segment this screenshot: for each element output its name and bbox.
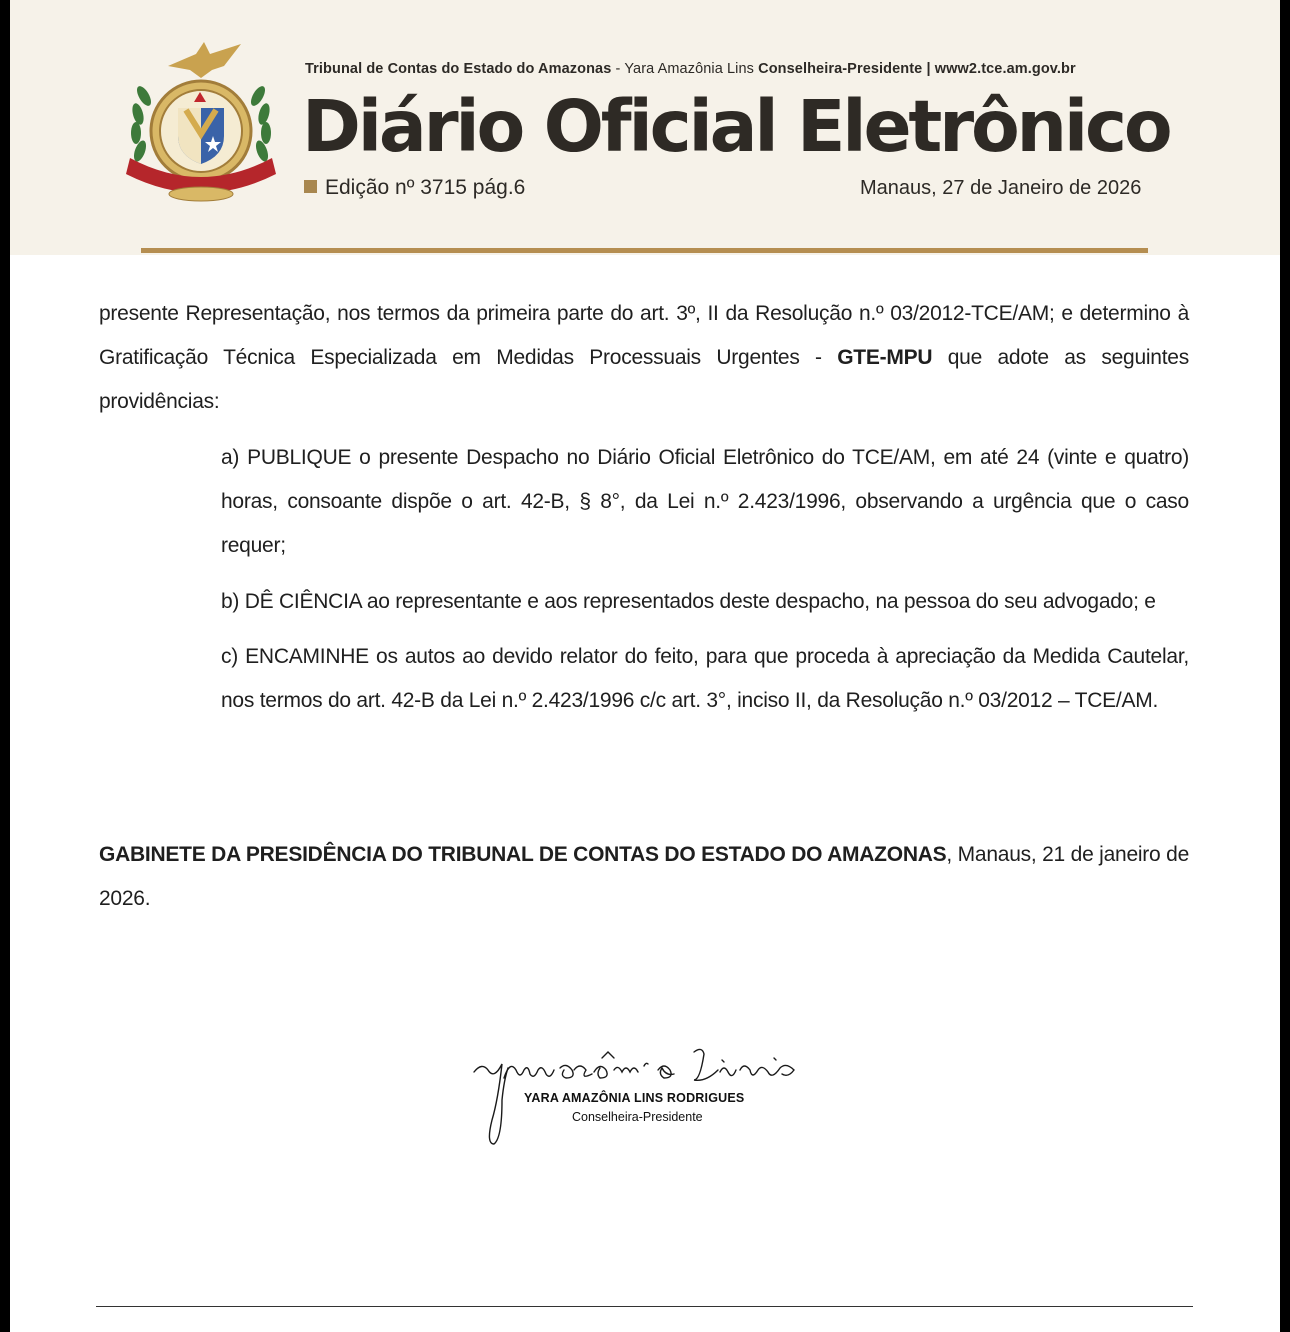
- publication-title: Diário Oficial Eletrônico: [302, 85, 1170, 168]
- item-b-paragraph: b) DÊ CIÊNCIA ao representante e aos representados deste despacho, na pessoa do seu advogado; e: [221, 590, 1156, 613]
- president-name: Yara Amazônia Lins: [624, 61, 755, 77]
- item-c-paragraph: c) ENCAMINHE os autos ao devido relator do feito, para que proceda à apreciação da Medida Cautelar, nos termos do art. 42-B da Lei n.º 2.423/1996 c/c art. 3°, inciso II, da Resolução n.º 03/2012 – TCE/AM.: [221, 645, 1189, 712]
- publication-date: Manaus, 27 de Janeiro de 2026: [860, 177, 1142, 199]
- signer-role: Conselheira-Presidente: [572, 1110, 703, 1124]
- footer-divider: [96, 1306, 1193, 1307]
- president-title: Conselheira-Presidente: [758, 61, 923, 77]
- edition-info: [304, 176, 525, 200]
- header-topline: [305, 61, 1175, 77]
- institution-name: Tribunal de Contas do Estado do Amazonas: [305, 61, 612, 77]
- website-link[interactable]: www2.tce.am.gov.br: [934, 61, 1076, 77]
- page-header: [10, 0, 1280, 255]
- document-page: [10, 0, 1280, 1332]
- closing-text: , Manaus, 21 de janeiro de 2026.: [99, 843, 1189, 910]
- topline-separator: -: [611, 61, 625, 77]
- tce-seal-logo: [116, 36, 286, 208]
- item-a-paragraph: a) PUBLIQUE o presente Despacho no Diário Oficial Eletrônico do TCE/AM, em até 24 (vinte e quatro) horas, consoante dispõe o art. 42-B, § 8°, da Lei n.º 2.423/1996, observando a urgência que o caso requer;: [221, 446, 1189, 557]
- intro-text-start: presente Representação, nos termos da primeira parte do art. 3º, II da Resolução n.º 03/2012-TCE/AM; e determino à Gratificação Técnica Especializada em Medidas Processuais Urgentes -: [99, 302, 1189, 369]
- intro-text-end: que adote as seguintes providências:: [99, 346, 1189, 413]
- closing-paragraph: [99, 833, 1189, 921]
- intro-paragraph: [99, 292, 1189, 424]
- edition-bullet-icon: [304, 180, 317, 193]
- signer-name: YARA AMAZÔNIA LINS RODRIGUES: [524, 1091, 745, 1105]
- topline-divider: |: [926, 61, 931, 77]
- edition-label: Edição nº 3715 pág.6: [325, 176, 526, 199]
- closing-bold: GABINETE DA PRESIDÊNCIA DO TRIBUNAL DE CONTAS DO ESTADO DO AMAZONAS: [99, 843, 947, 866]
- intro-text-bold: GTE-MPU: [837, 346, 933, 369]
- header-divider: [141, 248, 1148, 253]
